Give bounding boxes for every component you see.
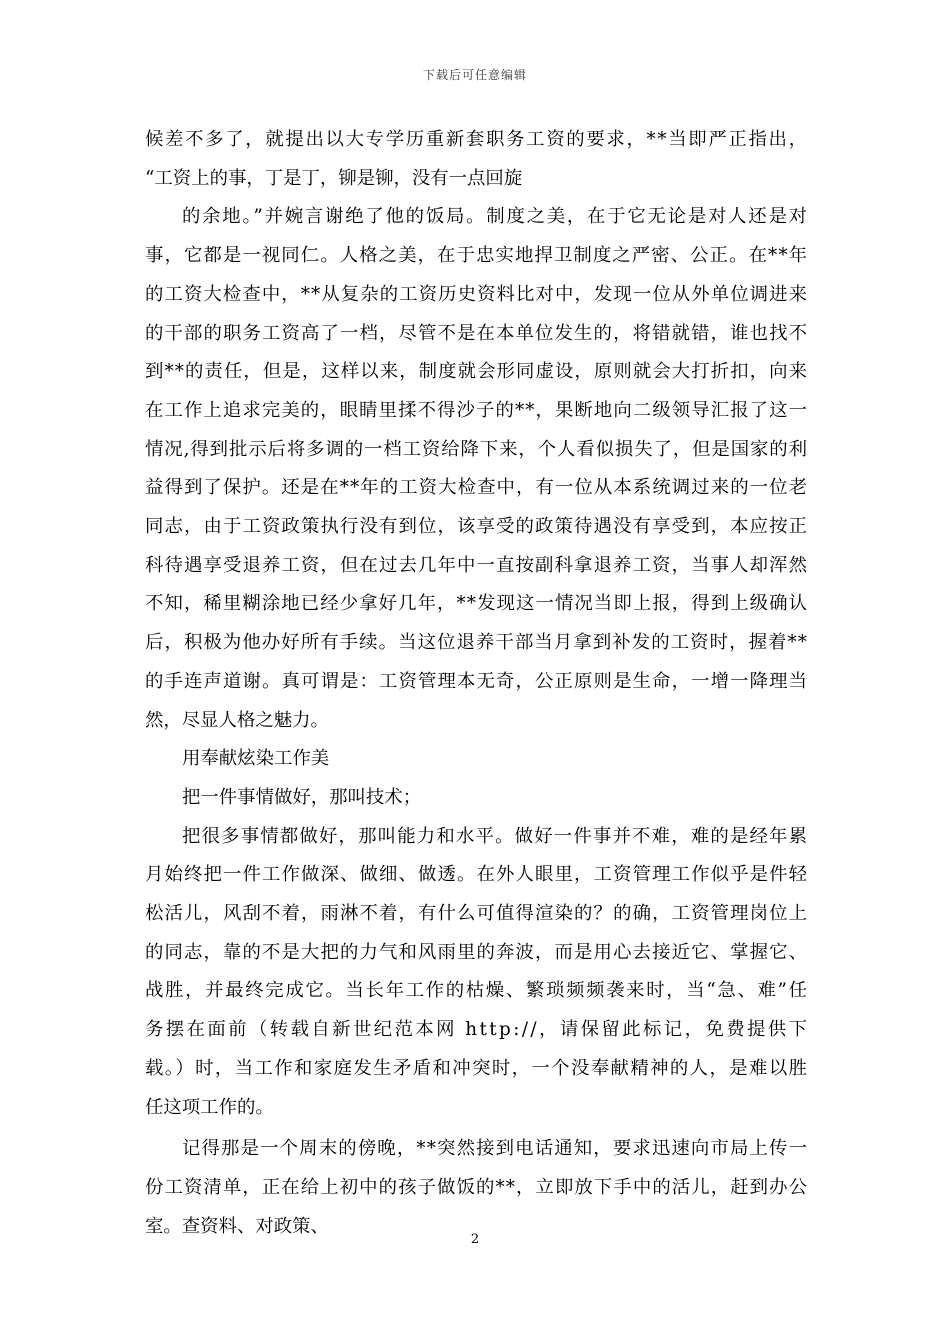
text-line: 的手连声道谢。真可谓是：工资管理本无奇，公正原则是生命，一增一降理当 [145,670,809,692]
text-line: 同志，由于工资政策执行没有到位，该享受的政策待遇没有享受到，本应按正 [145,516,809,538]
body-text [145,121,810,1246]
text-line: 份工资清单，正在给上初中的孩子做饭的**，立即放下手中的活儿，赶到办公 [145,1176,809,1198]
section-heading: 用奉献炫染工作美 [182,748,330,770]
text-line: 的余地。”并婉言谢绝了他的饭局。制度之美，在于它无论是对人还是对 [182,206,809,228]
text-line: 然，尽显人格之魅力。 [145,709,329,731]
text-line: 把一件事情做好，那叫技术； [182,786,422,808]
page-number: 2 [470,1232,480,1247]
text-line: 室。查资料、对政策、 [145,1215,329,1237]
text-line: 把很多事情都做好，那叫能力和水平。做好一件事并不难，难的是经年累 [182,825,809,847]
text-line: 的干部的职务工资高了一档，尽管不是在本单位发生的，将错就错，谁也找不 [145,322,809,344]
text-line: 月始终把一件工作做深、做细、做透。在外人眼里，工资管理工作似乎是件轻 [145,864,809,886]
text-line: 候差不多了，就提出以大专学历重新套职务工资的要求，**当即严正指出， [145,129,809,150]
text-line: 松活儿，风刮不着，雨淋不着，有什么可值得渲染的？的确，工资管理岗位上 [145,903,809,925]
text-line: 载。）时，当工作和家庭发生矛盾和冲突时，一个没奉献精神的人，是难以胜 [145,1057,809,1079]
text-line: 的工资大检查中，**从复杂的工资历史资料比对中，发现一位从外单位调进来 [145,283,809,305]
text-line: 到**的责任，但是，这样以来，制度就会形同虚设，原则就会大打折扣，向来 [145,361,809,383]
text-line: 后，积极为他办好所有手续。当这位退养干部当月拿到补发的工资时，握着** [145,632,809,654]
text-line: 战胜，并最终完成它。当长年工作的枯燥、繁琐频频袭来时，当“急、难”任 [145,980,809,1002]
text-line: “工资上的事，丁是丁，铆是铆，没有一点回旋 [145,167,523,189]
text-line: 益得到了保护。还是在**年的工资大检查中，有一位从本系统调过来的一位老 [145,477,809,499]
page-header: 下载后可任意编辑 [422,68,527,82]
text-line: 记得那是一个周末的傍晚，**突然接到电话通知，要求迅速向市局上传一 [182,1138,809,1160]
text-line: 事，它都是一视同仁。人格之美，在于忠实地捍卫制度之严密、公正。在**年 [145,245,809,267]
text-line: 的同志，靠的不是大把的力气和风雨里的奔波，而是用心去接近它、掌握它、 [145,941,809,963]
text-line: 科待遇享受退养工资，但在过去几年中一直按副科拿退养工资，当事人却浑然 [145,554,809,576]
text-line: 在工作上追求完美的，眼睛里揉不得沙子的**，果断地向二级领导汇报了这一 [145,399,809,421]
text-line: 不知，稀里糊涂地已经少拿好几年，**发现这一情况当即上报，得到上级确认 [145,593,809,615]
text-line: 情况,得到批示后将多调的一档工资给降下来，个人看似损失了，但是国家的利 [145,438,808,460]
text-line: 务摆在面前（转载自新世纪范本网 http://，请保留此标记，免费提供下 [145,1019,810,1041]
text-line: 任这项工作的。 [145,1096,274,1118]
